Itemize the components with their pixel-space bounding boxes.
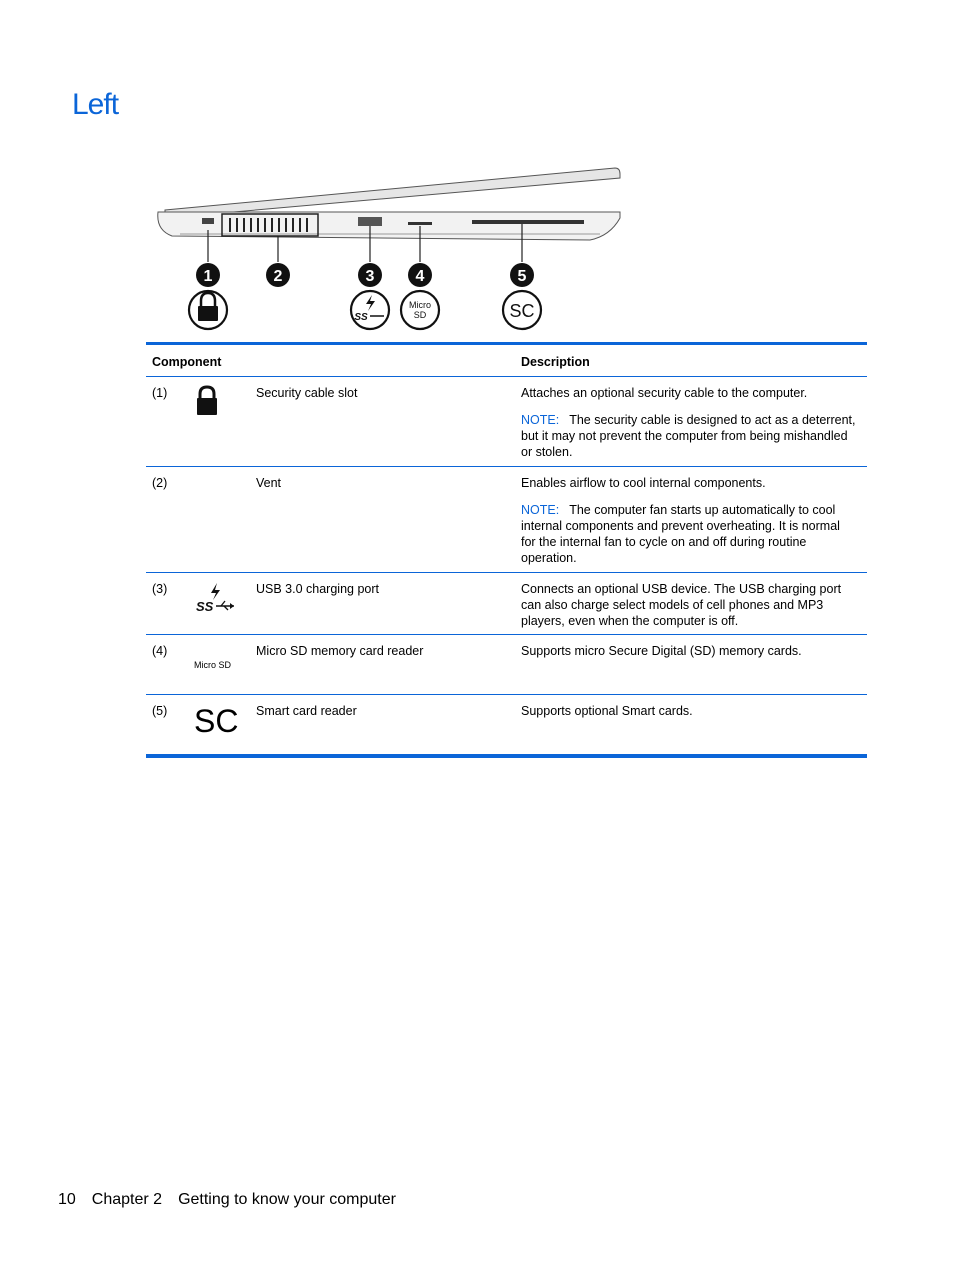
component-description [521,475,856,577]
description-text: Supports optional Smart cards. [521,704,693,718]
svg-text:SD: SD [413,310,427,320]
callout-1 [196,263,220,287]
chapter-title: Getting to know your computer [178,1191,396,1208]
table-header [146,345,867,377]
header-component: Component [152,355,222,369]
smart-card-icon [503,291,541,329]
page-title: Left [72,88,119,121]
row-number: (5) [152,704,168,718]
usb-port [358,217,382,226]
component-description [521,643,856,670]
lock-icon [194,385,238,421]
usb-charging-icon [351,291,389,329]
component-name: Smart card reader [256,704,357,718]
callout-4 [408,263,432,287]
page-number: 10 [58,1191,76,1208]
svg-text:1: 1 [203,268,213,285]
note [521,502,856,566]
svg-text:4: 4 [415,268,425,285]
micro-sd-slot [408,222,432,225]
table-row [146,695,867,755]
smart-card-icon: SC [194,703,239,739]
laptop-left-side-figure [150,160,630,340]
row-number: (2) [152,476,168,490]
table-row [146,635,867,695]
component-description [521,703,856,730]
chapter-label: Chapter 2 [91,1191,163,1208]
table-row [146,467,867,573]
table-bottom-rule [146,755,867,758]
component-name: USB 3.0 charging port [256,582,379,596]
component-name: Vent [256,476,282,490]
description-text: Supports micro Secure Digital (SD) memory cards. [521,644,802,658]
micro-sd-icon [401,291,439,329]
description-text: Attaches an optional security cable to the computer. [521,386,808,400]
component-name: Micro SD memory card reader [256,644,424,658]
smart-card-slot [472,220,584,224]
lock-icon [189,291,227,329]
component-name: Security cable slot [256,386,358,400]
svg-text:SC: SC [509,301,535,321]
page-footer [58,1191,412,1209]
note-text: The security cable is designed to act as a deterrent, but it may not prevent the computer from being mishandled or stolen. [521,413,856,459]
note-label: NOTE: [521,413,560,427]
security-slot-port [202,218,214,224]
svg-text:Micro: Micro [409,300,431,310]
svg-text:5: 5 [517,268,527,285]
note-label: NOTE: [521,503,560,517]
note-text: The computer fan starts up automatically to cool internal components and prevent overheating. It is normal for the internal fan to cycle on and off during routine operation. [521,503,840,565]
svg-text:2: 2 [273,268,283,285]
svg-text:SS: SS [354,312,368,323]
components-table [146,342,867,758]
component-description [521,385,856,471]
header-description: Description [521,355,590,369]
callout-3 [358,263,382,287]
usb-charging-icon [194,581,238,619]
row-number: (4) [152,644,168,658]
row-number: (1) [152,386,168,400]
component-description [521,581,856,640]
note [521,412,856,460]
row-number: (3) [152,582,168,596]
description-text: Enables airflow to cool internal components. [521,476,766,490]
callout-5 [510,263,534,287]
callout-2 [266,263,290,287]
description-text: Connects an optional USB device. The USB charging port can also charge select models of cell phones and MP3 players, even when the computer is off. [521,582,842,628]
svg-text:3: 3 [365,268,375,285]
svg-text:SS: SS [196,599,214,614]
table-row [146,573,867,635]
table-row [146,377,867,467]
micro-sd-icon: Micro SD [194,660,232,670]
